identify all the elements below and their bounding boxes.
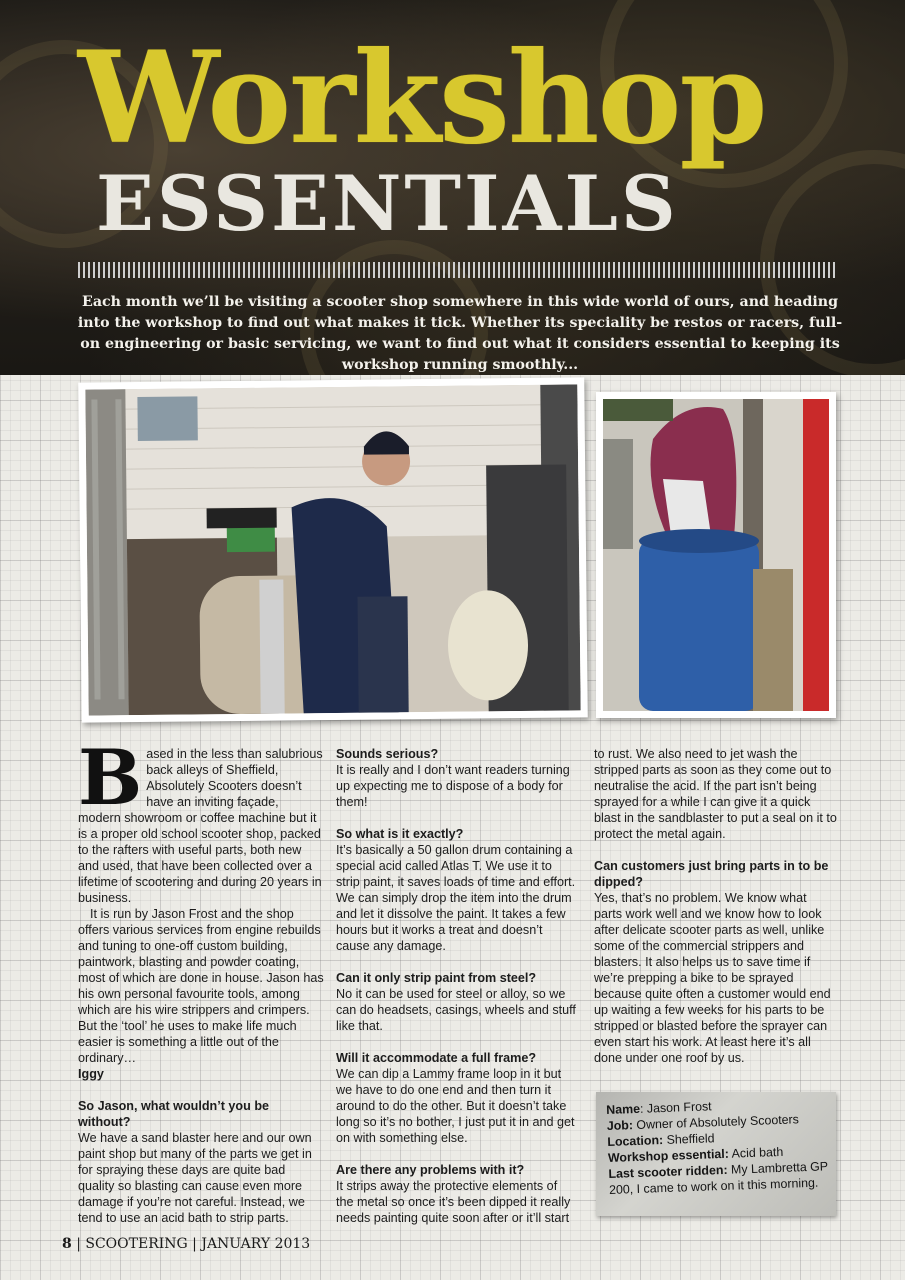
info-last-scooter: Last scooter ridden: My Lambretta GP 200, I came to work on it this morning.: [608, 1159, 829, 1197]
answer-text: We can dip a Lammy frame loop in it but we have to do one end and then turn it around to do the other. But it doesn’t take long so it’s no bother, I just put it in and get on with something else.: [336, 1067, 575, 1145]
answer-text: It’s basically a 50 gallon drum containing a special acid called Atlas T. We use it to strip paint, it saves loads of time and effort. We can simply drop the item into the drum and let it dissolve the paint. It takes a few hours but it works a treat and doesn’t cause any damage.: [336, 843, 576, 953]
info-essential: Workshop essential: Acid bath: [607, 1144, 784, 1165]
question-heading: Are there any problems with it?: [336, 1163, 525, 1177]
question-heading: Can it only strip paint from steel?: [336, 971, 537, 985]
answer-text: It is really and I don’t want readers turning up expecting me to dispose of a body for them!: [336, 763, 570, 809]
answer-text: We have a sand blaster here and our own paint shop but many of the parts we get in for spraying these days are quite bad quality so blasting can cause even more damage if you’re not careful. Instead, we tend to use an acid bath to strip parts.: [78, 1131, 312, 1225]
answer-text: to rust. We also need to jet wash the stripped parts as soon as they come out to neutralise the acid. If the part isn’t being sprayed for a while I can give it a quick blast in the sandblaster to put a seal on it to protect the metal again.: [594, 747, 837, 841]
drop-cap: B: [78, 733, 143, 822]
info-card: [596, 1092, 836, 1216]
question-heading: Sounds serious?: [336, 747, 439, 761]
info-location: Location: Sheffield: [607, 1131, 715, 1149]
footer-separator: |: [187, 1236, 202, 1252]
photo-acid-bath: [596, 392, 836, 718]
magazine-name: SCOOTERING: [85, 1236, 188, 1252]
question-heading: Will it accommodate a full frame?: [336, 1051, 537, 1065]
page-number: 8: [62, 1236, 72, 1252]
barcode-rule: [78, 262, 838, 278]
info-job: Job: Owner of Absolutely Scooters: [606, 1112, 800, 1133]
article-column-2: [336, 746, 578, 1226]
question-heading: So what is it exactly?: [336, 827, 464, 841]
answer-text: It strips away the protective elements of the metal so once it’s been dipped it really needs painting quite soon after or it’ll start: [336, 1179, 571, 1225]
article-column-1: [78, 733, 324, 1226]
intro-standfirst: Each month we’ll be visiting a scooter shop somewhere in this wide world of ours, and heading into the workshop to find out what makes it tick. Whether its speciality be restos or racers, full-on engineering or basic servicing, we want to find out what it considers essential to keeping its workshop running smoothly...: [77, 294, 843, 373]
body-paragraph: It is run by Jason Frost and the shop offers various services from engine rebuilds and tuning to one-off custom building, paintwork, blasting and powder coating, most of which are done in house. Jason has his own personal favourite tools, among which are his wire strippers and crimpers. But the ‘tool’ he uses to make life much easier is something a little out of the ordinary…: [78, 907, 324, 1065]
headline-essentials: ESSENTIALS: [96, 159, 679, 248]
question-heading: So Jason, what wouldn’t you be without?: [78, 1099, 270, 1129]
answer-text: No it can be used for steel or alloy, so we can do headsets, casings, wheels and stuff like that.: [336, 987, 576, 1033]
issue-date: JANUARY 2013: [201, 1236, 311, 1252]
photo-jason-workshop: [78, 377, 588, 722]
footer-separator: |: [71, 1236, 86, 1252]
author-signature: Iggy: [78, 1067, 104, 1081]
article-column-3: [594, 746, 838, 1066]
lead-text: ased in the less than salubrious back alleys of Sheffield, Absolutely Scooters doesn’t have an inviting façade, modern showroom or coffee machine but it is a proper old school scooter shop, packed to the rafters with useful parts, both new and used, that have been collected over a lifetime of scootering and during 20 years in business.: [78, 747, 323, 905]
question-heading: Can customers just bring parts in to be dipped?: [594, 859, 829, 889]
lead-paragraph: [78, 733, 324, 906]
headline-workshop: Workshop: [78, 24, 766, 172]
info-name: Name: Jason Frost: [606, 1099, 712, 1117]
page-footer: [62, 1236, 310, 1252]
header-banner: [0, 0, 905, 375]
answer-text: Yes, that’s no problem. We know what parts work well and we know how to look after delicate scooter parts as well, unlike some of the commercial strippers and blasters. It also helps us to save time if we’re prepping a bike to be sprayed because quite often a customer would end up waiting a few weeks for his parts to be stripped or blasted before the sprayer can even start his work. At least here it’s all done under one roof by us.: [594, 891, 831, 1065]
info-card-text: [606, 1094, 837, 1198]
